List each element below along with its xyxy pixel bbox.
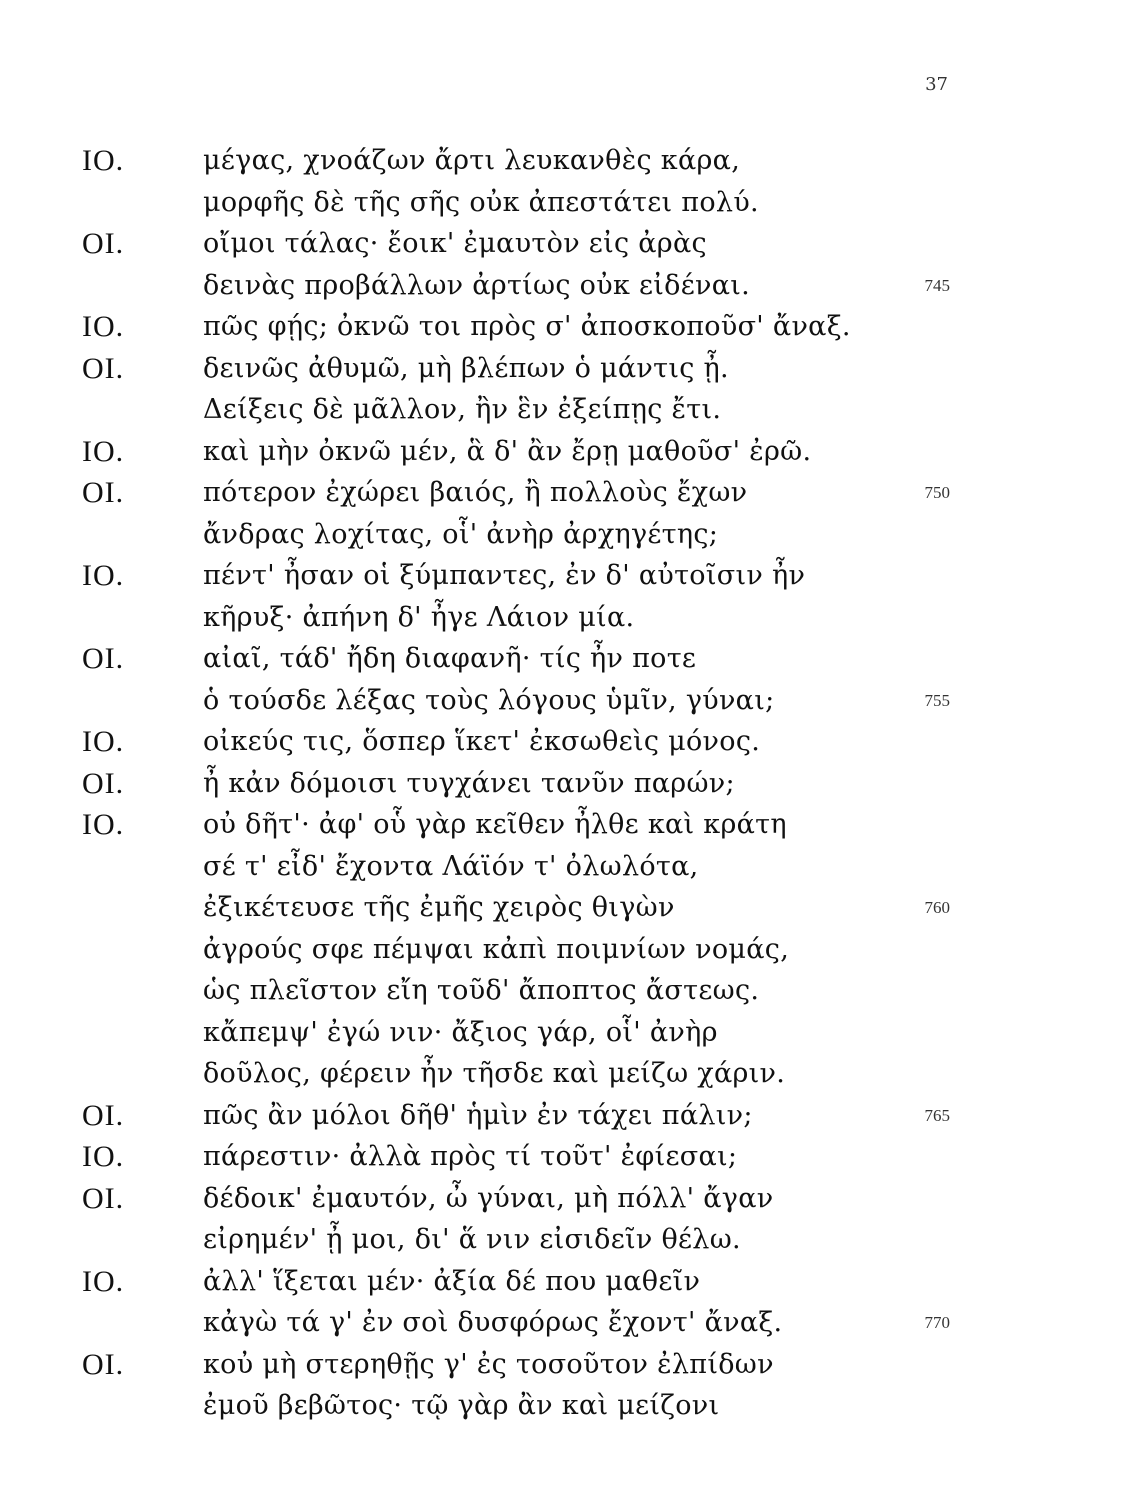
verse-line (0, 1095, 1138, 1137)
verse-line (0, 970, 1138, 1012)
verse-text: ἀλλ' ἵξεται μέν· ἀξία δέ που μαθεῖν (203, 1265, 701, 1297)
speaker-label: ΙΟ. (82, 808, 125, 841)
speaker-label: ΙΟ. (82, 144, 125, 177)
verse-line (0, 1385, 1138, 1427)
verse-text: εἰρημέν' ᾖ μοι, δι' ἅ νιν εἰσιδεῖν θέλω. (203, 1224, 741, 1255)
speaker-label: ΙΟ. (82, 1140, 125, 1173)
verse-line (0, 348, 1138, 390)
verse-line (0, 846, 1138, 888)
verse-text: πῶς ἂν μόλοι δῆθ' ἡμὶν ἐν τάχει πάλιν; (203, 1099, 753, 1131)
line-number: 770 (924, 1313, 950, 1332)
verse-text: δέδοικ' ἐμαυτόν, ὦ γύναι, μὴ πόλλ' ἄγαν (203, 1182, 774, 1214)
verse-block (0, 140, 1138, 1427)
verse-line (0, 1302, 1138, 1344)
verse-text: οὐ δῆτ'· ἀφ' οὗ γὰρ κεῖθεν ἦλθε καὶ κράτη (203, 809, 787, 840)
verse-line (0, 597, 1138, 639)
speaker-label: ΟΙ. (82, 1098, 125, 1132)
verse-text: σέ τ' εἶδ' ἔχοντα Λάϊόν τ' ὀλωλότα, (203, 850, 699, 882)
verse-line (0, 223, 1138, 265)
verse-text: κῆρυξ· ἀπήνη δ' ἦγε Λάιον μία. (203, 601, 635, 633)
verse-text: δεινῶς ἀθυμῶ, μὴ βλέπων ὁ μάντις ᾖ. (203, 352, 729, 384)
verse-line (0, 763, 1138, 805)
verse-text: ἐξικέτευσε τῆς ἐμῆς χειρὸς θιγὼν (203, 892, 675, 923)
verse-text: ἦ κἀν δόμοισι τυγχάνει τανῦν παρών; (203, 767, 735, 799)
line-number: 765 (924, 1105, 950, 1125)
verse-text: πότερον ἐχώρει βαιός, ἢ πολλοὺς ἔχων (203, 477, 748, 508)
speaker-label: ΙΟ. (82, 434, 125, 468)
verse-text: πάρεστιν· ἀλλὰ πρὸς τί τοῦτ' ἐφίεσαι; (203, 1141, 738, 1172)
verse-line (0, 887, 1138, 929)
verse-text: ἐμοῦ βεβῶτος· τῷ γὰρ ἂν καὶ μείζονι (203, 1390, 720, 1421)
verse-line (0, 1178, 1138, 1220)
speaker-label: ΟΙ. (82, 1181, 125, 1215)
verse-line (0, 1012, 1138, 1054)
verse-text: καὶ μὴν ὀκνῶ μέν, ἃ δ' ἂν ἔρῃ μαθοῦσ' ἐρῶ. (203, 435, 812, 467)
verse-line (0, 680, 1138, 722)
verse-text: ὡς πλεῖστον εἴη τοῦδ' ἄποπτος ἄστεως. (203, 975, 760, 1006)
speaker-label: ΟΙ. (82, 642, 125, 675)
verse-line (0, 929, 1138, 971)
line-number: 750 (924, 483, 950, 502)
verse-text: ὁ τούσδε λέξας τοὺς λόγους ὑμῖν, γύναι; (203, 684, 775, 716)
verse-line (0, 306, 1138, 348)
verse-text: ἄνδρας λοχίτας, οἷ' ἀνὴρ ἀρχηγέτης; (203, 518, 719, 550)
verse-line (0, 472, 1138, 514)
verse-text: μέγας, χνοάζων ἄρτι λευκανθὲς κάρα, (203, 145, 741, 176)
verse-text: πέντ' ἦσαν οἱ ξύμπαντες, ἐν δ' αὐτοῖσιν ἦν (203, 560, 806, 591)
verse-line (0, 638, 1138, 680)
verse-line (0, 1219, 1138, 1261)
page-number: 37 (925, 74, 948, 95)
verse-text: κἄπεμψ' ἐγώ νιν· ἄξιος γάρ, οἷ' ἀνὴρ (203, 1016, 718, 1048)
verse-text: οἰκεύς τις, ὅσπερ ἵκετ' ἐκσωθεὶς μόνος. (203, 726, 761, 757)
verse-line (0, 721, 1138, 763)
speaker-label: ΟΙ. (82, 476, 125, 509)
verse-line (0, 514, 1138, 556)
speaker-label: ΙΟ. (82, 725, 125, 758)
verse-line (0, 1053, 1138, 1095)
verse-line (0, 1261, 1138, 1303)
verse-text: κἀγὼ τά γ' ἐν σοὶ δυσφόρως ἔχοντ' ἄναξ. (203, 1307, 783, 1338)
verse-text: δεινὰς προβάλλων ἀρτίως οὐκ εἰδέναι. (203, 269, 751, 301)
verse-text: ἀγρούς σφε πέμψαι κἀπὶ ποιμνίων νομάς, (203, 933, 790, 965)
speaker-label: ΟΙ. (82, 227, 125, 260)
verse-line (0, 1344, 1138, 1386)
line-number: 755 (924, 690, 950, 710)
line-number: 745 (924, 275, 950, 295)
verse-line (0, 1136, 1138, 1178)
speaker-label: ΙΟ. (82, 1264, 125, 1298)
verse-line (0, 389, 1138, 431)
verse-text: αἰαῖ, τάδ' ἤδη διαφανῆ· τίς ἦν ποτε (203, 643, 697, 674)
speaker-label: ΟΙ. (82, 766, 125, 800)
verse-text: δοῦλος, φέρειν ἦν τῆσδε καὶ μείζω χάριν. (203, 1058, 786, 1089)
verse-text: οἴμοι τάλας· ἔοικ' ἐμαυτὸν εἰς ἀρὰς (203, 228, 707, 259)
verse-line (0, 555, 1138, 597)
speaker-label: ΟΙ. (82, 1347, 125, 1381)
speaker-label: ΙΟ. (82, 310, 125, 343)
verse-line (0, 265, 1138, 307)
speaker-label: ΟΙ. (82, 351, 125, 385)
verse-line (0, 182, 1138, 224)
verse-text: μορφῆς δὲ τῆς σῆς οὐκ ἀπεστάτει πολύ. (203, 186, 759, 218)
verse-text: πῶς φῄς; ὀκνῶ τοι πρὸς σ' ἀποσκοποῦσ' ἄναξ. (203, 311, 851, 342)
verse-text: Δείξεις δὲ μᾶλλον, ἢν ἓν ἐξείπῃς ἔτι. (203, 394, 722, 425)
speaker-label: ΙΟ. (82, 559, 125, 592)
line-number: 760 (924, 898, 950, 917)
verse-line (0, 431, 1138, 473)
verse-text: κοὐ μὴ στερηθῇς γ' ἐς τοσοῦτον ἐλπίδων (203, 1348, 774, 1380)
verse-line (0, 804, 1138, 846)
verse-line (0, 140, 1138, 182)
